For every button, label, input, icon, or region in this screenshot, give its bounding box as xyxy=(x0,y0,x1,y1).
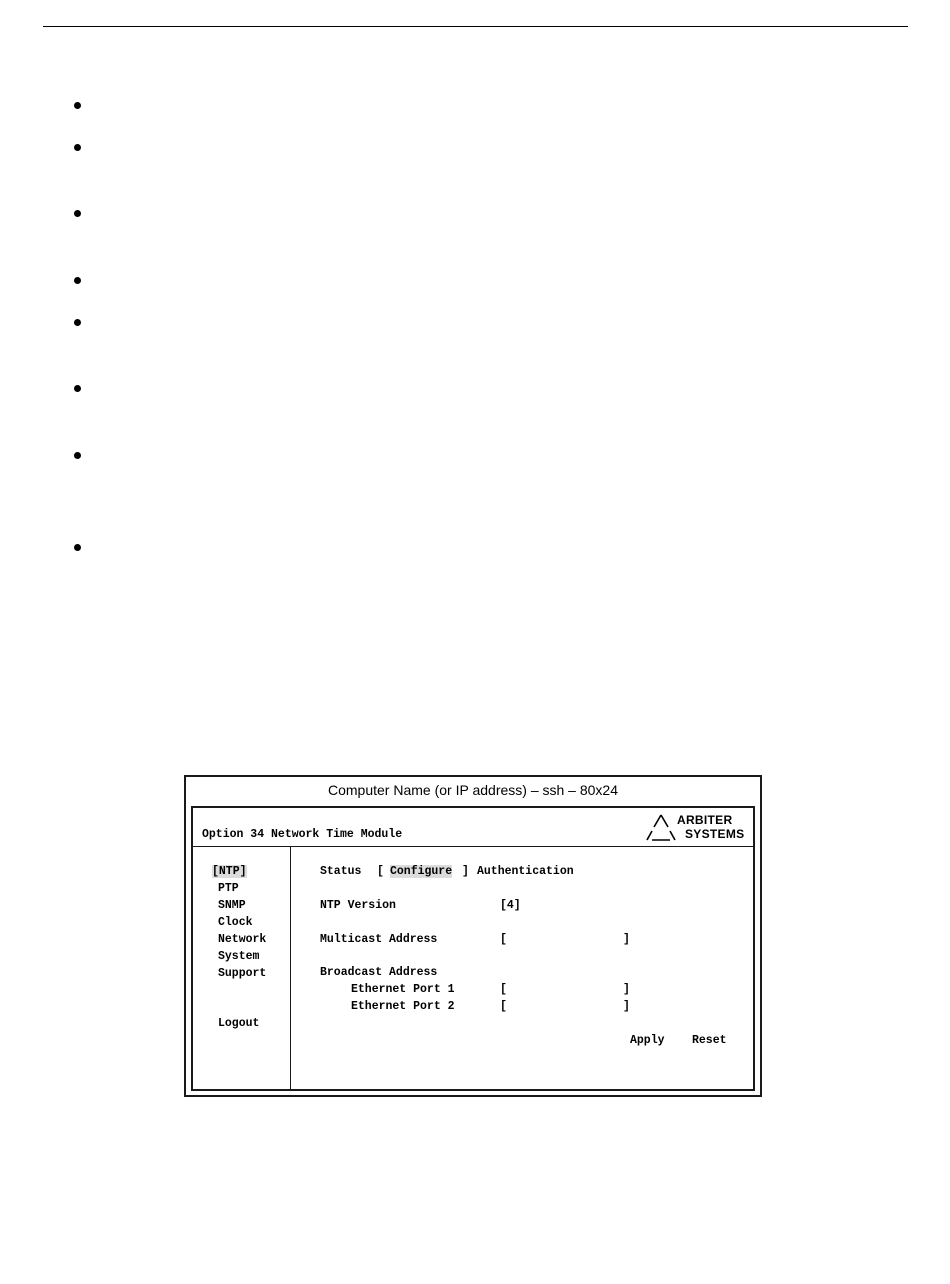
terminal-screen xyxy=(191,806,755,1091)
app-title: Option 34 Network Time Module xyxy=(202,828,403,841)
bullet-4 xyxy=(74,277,81,284)
menu-item-network[interactable]: Network xyxy=(218,933,267,946)
reset-button[interactable]: Reset xyxy=(692,1034,727,1047)
ethernet-port-2-label: Ethernet Port 2 xyxy=(351,1000,455,1013)
ethernet-port-2-open[interactable]: [ xyxy=(500,1000,507,1013)
bullet-2 xyxy=(74,144,81,151)
bullet-8 xyxy=(74,544,81,551)
tab-open-bracket: [ xyxy=(377,865,384,878)
logo-line-2: SYSTEMS xyxy=(685,827,745,841)
header-divider xyxy=(193,846,753,847)
bullet-6 xyxy=(74,385,81,392)
menu-item-system[interactable]: System xyxy=(218,950,260,963)
ethernet-port-1-label: Ethernet Port 1 xyxy=(351,983,455,996)
tab-configure[interactable] xyxy=(390,865,452,879)
menu-item-clock[interactable]: Clock xyxy=(218,916,253,929)
sidebar-divider xyxy=(290,847,291,1089)
bullet-3 xyxy=(74,210,81,217)
bullet-5 xyxy=(74,319,81,326)
tab-close-bracket: ] xyxy=(462,865,469,878)
header-rule xyxy=(43,26,908,27)
bullet-7 xyxy=(74,452,81,459)
ntp-version-label: NTP Version xyxy=(320,899,396,912)
menu-item-ntp[interactable] xyxy=(212,865,247,879)
ethernet-port-1-open[interactable]: [ xyxy=(500,983,507,996)
window-title: Computer Name (or IP address) – ssh – 80x24 xyxy=(328,782,618,798)
ethernet-port-2-close: ] xyxy=(623,1000,630,1013)
menu-item-ptp[interactable]: PTP xyxy=(218,882,239,895)
ntp-version-value[interactable]: [4] xyxy=(500,899,521,912)
logo-line-1: ARBITER xyxy=(677,813,733,827)
menu-item-logout[interactable]: Logout xyxy=(218,1017,260,1030)
menu-item-snmp[interactable]: SNMP xyxy=(218,899,246,912)
triangle-logo-icon xyxy=(645,813,677,843)
ethernet-port-1-close: ] xyxy=(623,983,630,996)
multicast-address-close: ] xyxy=(623,933,630,946)
tab-configure-label: Configure xyxy=(390,865,453,878)
multicast-address-label: Multicast Address xyxy=(320,933,438,946)
bullet-1 xyxy=(74,102,81,109)
menu-item-ntp-label: [NTP] xyxy=(212,865,247,878)
menu-item-support[interactable]: Support xyxy=(218,967,267,980)
apply-button[interactable]: Apply xyxy=(630,1034,665,1047)
tab-authentication[interactable]: Authentication xyxy=(477,865,574,878)
multicast-address-open[interactable]: [ xyxy=(500,933,507,946)
broadcast-address-label: Broadcast Address xyxy=(320,966,438,979)
tab-status[interactable]: Status xyxy=(320,865,362,878)
arbiter-logo xyxy=(645,813,753,843)
